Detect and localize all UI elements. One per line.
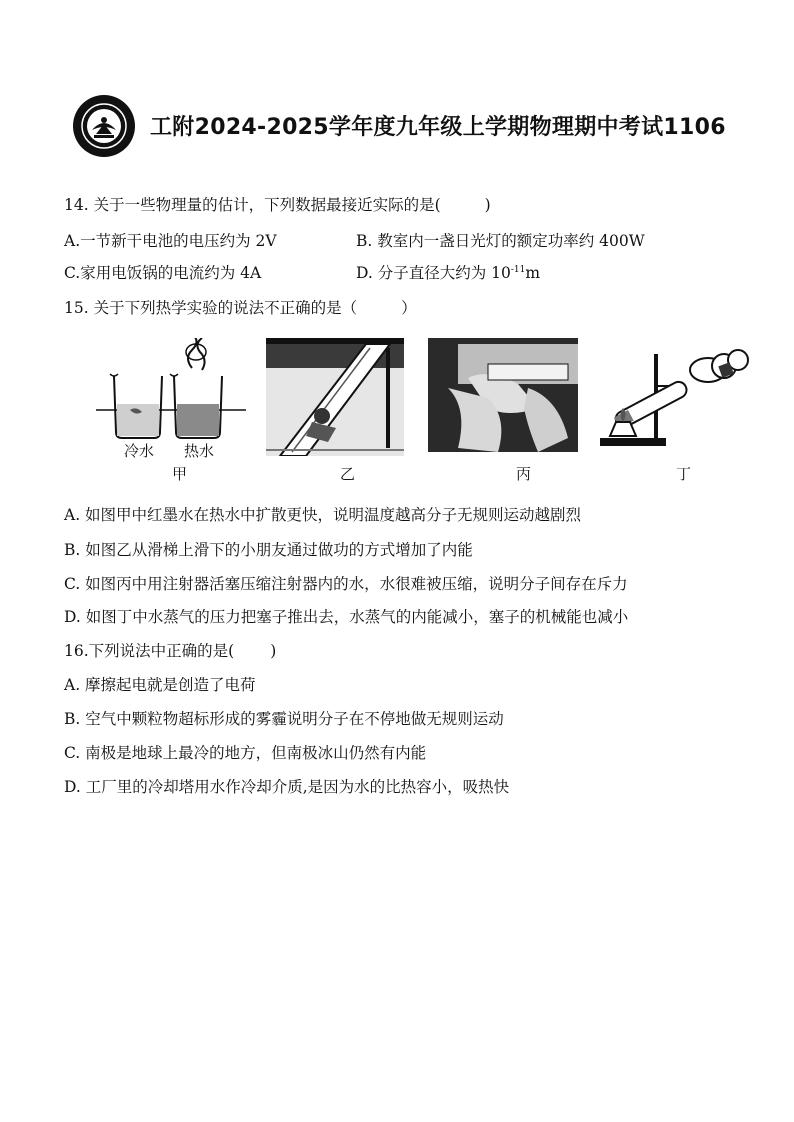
figure-yi-slide-photo bbox=[266, 338, 404, 456]
figure-caption-ding: 丁 bbox=[676, 465, 692, 483]
question-15-stem: 15. 关于下列热学实验的说法不正确的是（ ） bbox=[64, 299, 417, 317]
figure-ding-test-tube-apparatus bbox=[592, 344, 752, 450]
figure-jia-hot-water-label: 热水 bbox=[184, 442, 215, 460]
figure-caption-yi: 乙 bbox=[340, 465, 356, 483]
question-16-option-c: C. 南极是地球上最冷的地方，但南极冰山仍然有内能 bbox=[64, 744, 427, 762]
question-14-option-a: A.一节新干电池的电压约为 2V bbox=[64, 232, 277, 250]
question-14-option-b: B. 教室内一盏日光灯的额定功率约 400W bbox=[356, 232, 645, 250]
question-16-option-b: B. 空气中颗粒物超标形成的雾霾说明分子在不停地做无规则运动 bbox=[64, 710, 504, 728]
question-16-option-d: D. 工厂里的冷却塔用水作冷却介质,是因为水的比热容小，吸热快 bbox=[64, 778, 510, 796]
question-16-option-a: A. 摩擦起电就是创造了电荷 bbox=[64, 676, 256, 694]
figure-bing-syringe-photo bbox=[428, 338, 578, 452]
question-16-stem: 16.下列说法中正确的是( ) bbox=[64, 642, 277, 660]
school-logo-icon bbox=[72, 94, 136, 158]
question-14-stem: 14. 关于一些物理量的估计，下列数据最接近实际的是( ) bbox=[64, 196, 491, 214]
figure-caption-bing: 丙 bbox=[516, 465, 532, 483]
figure-caption-jia: 甲 bbox=[172, 465, 188, 483]
question-15-option-c: C. 如图丙中用注射器活塞压缩注射器内的水，水很难被压缩，说明分子间存在斥力 bbox=[64, 575, 628, 593]
figure-jia-beakers bbox=[96, 338, 246, 468]
question-15-option-d: D. 如图丁中水蒸气的压力把塞子推出去，水蒸气的内能减小，塞子的机械能也减小 bbox=[64, 608, 629, 626]
page-title: 工附2024-2025学年度九年级上学期物理期中考试1106 bbox=[150, 115, 726, 140]
question-14-option-d: D. 分子直径大约为 $10^{-11}m$ bbox=[356, 264, 541, 282]
question-14-option-c: C.家用电饭锅的电流约为 4A bbox=[64, 264, 262, 282]
figure-jia-cold-water-label: 冷水 bbox=[124, 442, 155, 460]
question-15-option-b: B. 如图乙从滑梯上滑下的小朋友通过做功的方式增加了内能 bbox=[64, 541, 473, 559]
question-15-option-a: A. 如图甲中红墨水在热水中扩散更快，说明温度越高分子无规则运动越剧烈 bbox=[64, 506, 582, 524]
